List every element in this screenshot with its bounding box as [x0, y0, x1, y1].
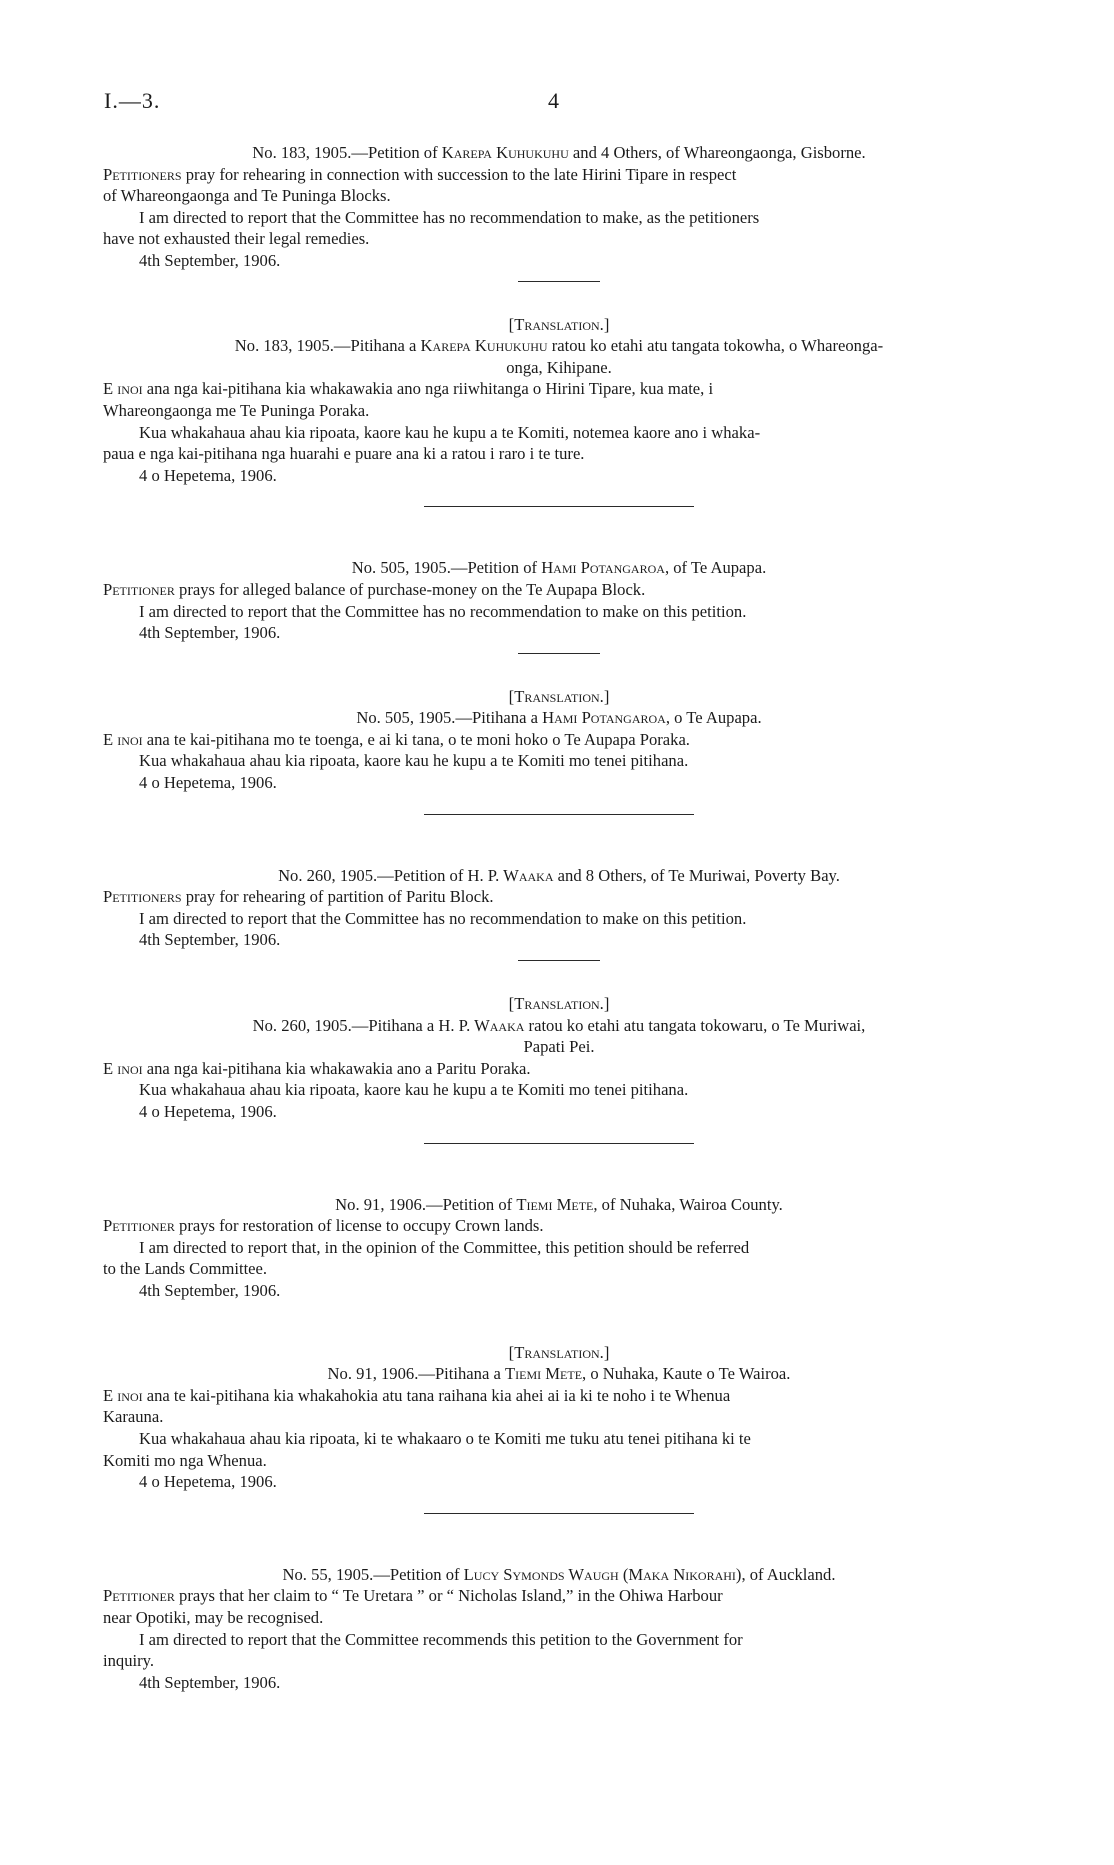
petition-report: I am directed to report that the Committee has no recommendation to make on this petition.	[139, 601, 747, 621]
petition-report: I am directed to report that, in the opinion of the Committee, this petition should be referred	[139, 1237, 750, 1257]
prayer-lead: E inoi	[103, 729, 143, 749]
petitioner-name: Tiemi Mete	[516, 1194, 594, 1214]
petition-date: 4th September, 1906.	[139, 1280, 281, 1300]
petition-title	[103, 865, 1015, 887]
petitioner-name: Karepa Kuhukuhu	[420, 336, 548, 356]
title-text: No. 91, 1906.—Petition of	[335, 1194, 517, 1214]
petition-date: 4th September, 1906.	[139, 623, 281, 643]
translation-date: 4 o Hepetema, 1906.	[139, 465, 277, 485]
petition-report-cont: inquiry.	[103, 1651, 155, 1671]
page-body	[103, 142, 1015, 1693]
petition-date: 4th September, 1906.	[139, 1672, 281, 1692]
translation-label: [Translation.]	[508, 994, 610, 1014]
petition-title	[103, 557, 1015, 579]
petition-report-cont: to the Lands Committee.	[103, 1259, 268, 1279]
title-text: , o Nuhaka, Kaute o Te Wairoa.	[582, 1364, 791, 1384]
translation-date: 4 o Hepetema, 1906.	[139, 1472, 277, 1492]
title-text: No. 260, 1905.—Petition of	[278, 865, 468, 885]
petition-title	[103, 142, 1015, 164]
petition-report: I am directed to report that the Committee recommends this petition to the Government for	[139, 1629, 743, 1649]
petitioner-name: H. P. Waaka	[467, 865, 554, 885]
petition-prayer-cont: near Opotiki, may be recognised.	[103, 1607, 324, 1627]
translation-title-cont: onga, Kihipane.	[506, 357, 612, 377]
prayer-text: prays for restoration of license to occupy Crown lands.	[174, 1216, 544, 1236]
prayer-text: prays for alleged balance of purchase-money on the Te Aupapa Block.	[174, 579, 646, 599]
petitioner-name: Hami Potangaroa	[542, 708, 666, 728]
petitioner-name: Karepa Kuhukuhu	[441, 143, 569, 162]
title-text: No. 91, 1906.—Pitihana a	[327, 1364, 505, 1384]
title-text: No. 55, 1905.—Petition of	[282, 1564, 464, 1584]
translation-date: 4 o Hepetema, 1906.	[139, 773, 277, 793]
page-number: 4	[548, 88, 559, 113]
prayer-text: pray for rehearing in connection with succession to the late Hirini Tipare in respect	[181, 164, 737, 184]
translation-title	[103, 1015, 1015, 1037]
prayer-lead: E inoi	[103, 379, 143, 399]
translation-label: [Translation.]	[508, 686, 610, 706]
translation-label-text: Translation.	[514, 994, 604, 1014]
petitioner-name: Tiemi Mete	[505, 1364, 583, 1384]
translation-report-cont: paua e nga kai-pitihana nga huarahi e puare ana ki a ratou i raro i te ture.	[103, 444, 585, 464]
translation-label: [Translation.]	[508, 314, 610, 334]
prayer-text: ana nga kai-pitihana kia whakawakia ano a Paritu Poraka.	[142, 1058, 531, 1078]
petition-55	[103, 1564, 1015, 1694]
petitioner-name: Lucy Symonds Waugh (Maka Nikorahi)	[463, 1564, 742, 1584]
petition-report: I am directed to report that the Committee has no recommendation to make on this petition.	[139, 908, 747, 928]
translation-label-text: Translation.	[514, 686, 604, 706]
prayer-lead: Petitioner	[103, 1216, 175, 1236]
petition-prayer	[103, 1215, 1015, 1237]
translation-prayer	[103, 1058, 1015, 1080]
title-text: No. 183, 1905.—Pitihana a	[234, 336, 421, 356]
petition-prayer	[103, 1585, 1015, 1607]
title-text: , of Te Aupapa.	[664, 558, 767, 578]
translation-date: 4 o Hepetema, 1906.	[139, 1102, 277, 1121]
translation-prayer	[103, 1385, 1015, 1407]
petition-183	[103, 142, 1015, 486]
title-text: and 4 Others, of Whareongaonga, Gisborne.	[568, 143, 866, 162]
translation-report-cont: Komiti mo nga Whenua.	[103, 1450, 267, 1470]
title-text: , of Nuhaka, Wairoa County.	[593, 1194, 783, 1214]
petitioner-name: Hami Potangaroa	[541, 558, 665, 578]
translation-prayer	[103, 729, 1015, 751]
prayer-lead: E inoi	[103, 1058, 143, 1078]
prayer-lead: E inoi	[103, 1385, 143, 1405]
petition-report: I am directed to report that the Committee has no recommendation to make, as the petitioners	[139, 207, 760, 227]
prayer-text: ana nga kai-pitihana kia whakawakia ano nga riiwhitanga o Hirini Tipare, kua mate, i	[142, 379, 714, 399]
series-number: I.—3.	[104, 88, 161, 113]
petitioner-name: H. P. Waaka	[438, 1015, 525, 1035]
title-text: No. 183, 1905.—Petition of	[252, 143, 442, 162]
title-text: No. 505, 1905.—Petition of	[351, 558, 542, 578]
petition-260	[103, 865, 1015, 1123]
title-text: ratou ko etahi atu tangata tokowaru, o Te Muriwai,	[524, 1015, 866, 1035]
petition-505	[103, 557, 1015, 793]
translation-report: Kua whakahaua ahau kia ripoata, kaore kau he kupu a te Komiti mo tenei pitihana.	[139, 751, 689, 771]
petition-prayer	[103, 579, 1015, 601]
petition-title	[103, 1194, 1015, 1216]
prayer-text: ana te kai-pitihana kia whakahokia atu tana raihana kia ahei ai ia ki te noho i te Whenua	[142, 1385, 731, 1405]
prayer-text: ana te kai-pitihana mo te toenga, e ai ki tana, o te moni hoko o Te Aupapa Poraka.	[142, 729, 690, 749]
petition-91	[103, 1194, 1015, 1493]
translation-title	[103, 1363, 1015, 1385]
title-text: and 8 Others, of Te Muriwai, Poverty Bay.	[553, 865, 840, 885]
prayer-text: prays that her claim to “ Te Uretara ” or “ Nicholas Island,” in the Ohiwa Harbour	[174, 1586, 723, 1606]
petition-date: 4th September, 1906.	[139, 930, 281, 950]
prayer-lead: Petitioners	[103, 164, 182, 184]
translation-title	[103, 335, 1015, 357]
title-text: No. 260, 1905.—Pitihana a	[252, 1015, 439, 1035]
petition-title	[103, 1564, 1015, 1586]
translation-report: Kua whakahaua ahau kia ripoata, kaore kau he kupu a te Komiti mo tenei pitihana.	[139, 1080, 689, 1100]
prayer-lead: Petitioner	[103, 1586, 175, 1606]
petition-prayer	[103, 886, 1015, 908]
prayer-lead: Petitioners	[103, 887, 182, 907]
translation-title-cont: Papati Pei.	[523, 1037, 595, 1057]
translation-label-text: Translation.	[514, 314, 604, 334]
translation-label: [Translation.]	[508, 1342, 610, 1362]
prayer-lead: Petitioner	[103, 579, 175, 599]
translation-prayer	[103, 378, 1015, 400]
prayer-text: pray for rehearing of partition of Paritu Block.	[181, 887, 494, 907]
translation-title	[103, 707, 1015, 729]
petition-prayer-cont: of Whareongaonga and Te Puninga Blocks.	[103, 186, 391, 206]
translation-report: Kua whakahaua ahau kia ripoata, ki te whakaaro o te Komiti me tuku atu tenei pitihana ki te	[139, 1428, 751, 1448]
translation-label-text: Translation.	[514, 1342, 604, 1362]
petition-prayer	[103, 164, 1015, 186]
title-text: No. 505, 1905.—Pitihana a	[356, 708, 543, 728]
petition-report-cont: have not exhausted their legal remedies.	[103, 229, 370, 249]
title-text: , of Auckland.	[741, 1564, 836, 1584]
title-text: ratou ko etahi atu tangata tokowha, o Whareonga-	[547, 336, 884, 356]
petition-date: 4th September, 1906.	[139, 250, 281, 270]
translation-prayer-cont: Whareongaonga me Te Puninga Poraka.	[103, 400, 370, 420]
title-text: , o Te Aupapa.	[665, 708, 762, 728]
translation-report: Kua whakahaua ahau kia ripoata, kaore kau he kupu a te Komiti, notemea kaore ano i whaka-	[139, 422, 761, 442]
translation-prayer-cont: Karauna.	[103, 1407, 164, 1427]
